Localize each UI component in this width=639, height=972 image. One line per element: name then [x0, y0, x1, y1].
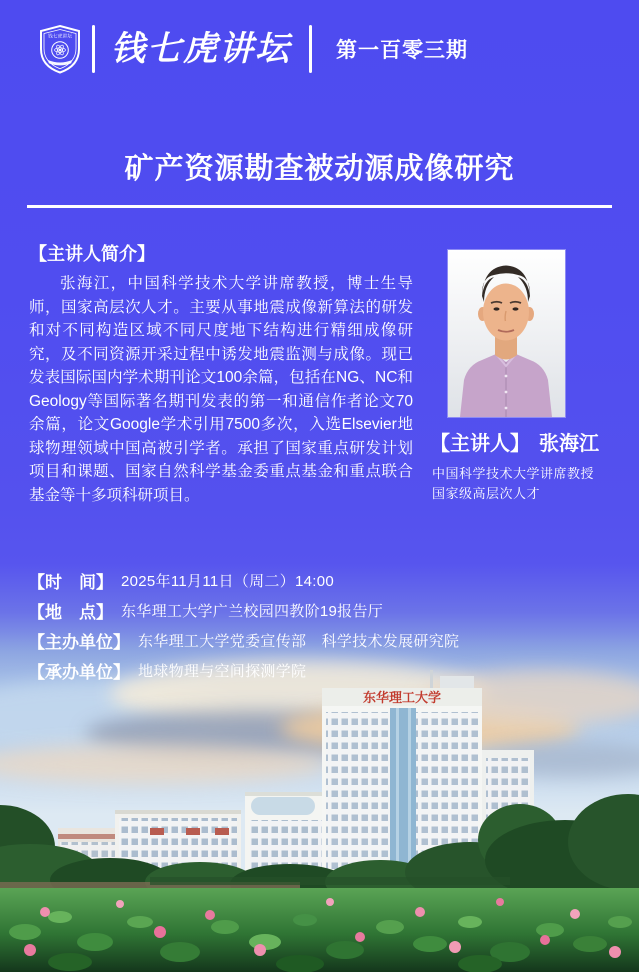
- speaker-name: 张海江: [539, 433, 599, 455]
- speaker-intro-heading: 【主讲人简介】: [29, 244, 155, 264]
- title-underline: [27, 205, 612, 208]
- time-value: 2025年11月11日（周二）14:00: [121, 572, 335, 590]
- organizer-label: 【主办单位】: [28, 632, 130, 652]
- undertaker-value: 地球物理与空间探测学院: [138, 662, 307, 680]
- speaker-portrait: [448, 250, 565, 417]
- speaker-title-2: 国家级高层次人才: [432, 486, 541, 501]
- header: [38, 22, 468, 76]
- speaker-label: 【主讲人】: [430, 433, 530, 455]
- header-divider-left: [92, 25, 95, 73]
- detail-row-time: [28, 565, 459, 595]
- detail-row-undertaker: [28, 655, 459, 685]
- speaker-name-line: [430, 427, 599, 456]
- organizer-value: 东华理工大学党委宣传部 科学技术发展研究院: [138, 632, 460, 650]
- session-number: 第一百零三期: [336, 39, 468, 62]
- location-label: 【地 点】: [28, 602, 113, 622]
- lotus-pond: [0, 888, 639, 972]
- header-divider-right: [309, 25, 312, 73]
- logo-text: 钱七虎讲坛: [48, 34, 72, 40]
- building-sign-text: 东华理工大学: [362, 690, 442, 705]
- speaker-bio: 张海江，中国科学技术大学讲席教授，博士生导师，国家高层次人才。主要从事地震成像新算法的研发和对不同构造区域不同尺度地下结构进行精细成像研究，及不同资源开采过程中诱发地震监测与成像。现已发表国际国内学术期刊论文100余篇，包括在NG、NC和Geology等国际著名期刊发表的第一和通信作者论文70余篇，论文Google学术引用7500多次，入选Elsevier地球物理领域中国高被引学者。承担了国家重点研发计划项目和课题、国家自然科学基金委重点基金和重点联合基金等十多项科研项目。: [29, 275, 413, 504]
- speaker-title-1: 中国科学技术大学讲席教授: [432, 466, 595, 481]
- event-details: [28, 565, 459, 685]
- forum-title: 钱七虎讲坛: [111, 29, 291, 69]
- location-value: 东华理工大学广兰校园四教阶19报告厅: [121, 602, 384, 620]
- forum-shield-logo: [38, 24, 82, 74]
- atom-icon: [55, 44, 66, 56]
- time-label: 【时 间】: [28, 572, 113, 592]
- detail-row-organizer: [28, 625, 459, 655]
- detail-row-location: [28, 595, 459, 625]
- undertaker-label: 【承办单位】: [28, 662, 130, 682]
- lecture-title: 矿产资源勘查被动源成像研究: [124, 153, 515, 185]
